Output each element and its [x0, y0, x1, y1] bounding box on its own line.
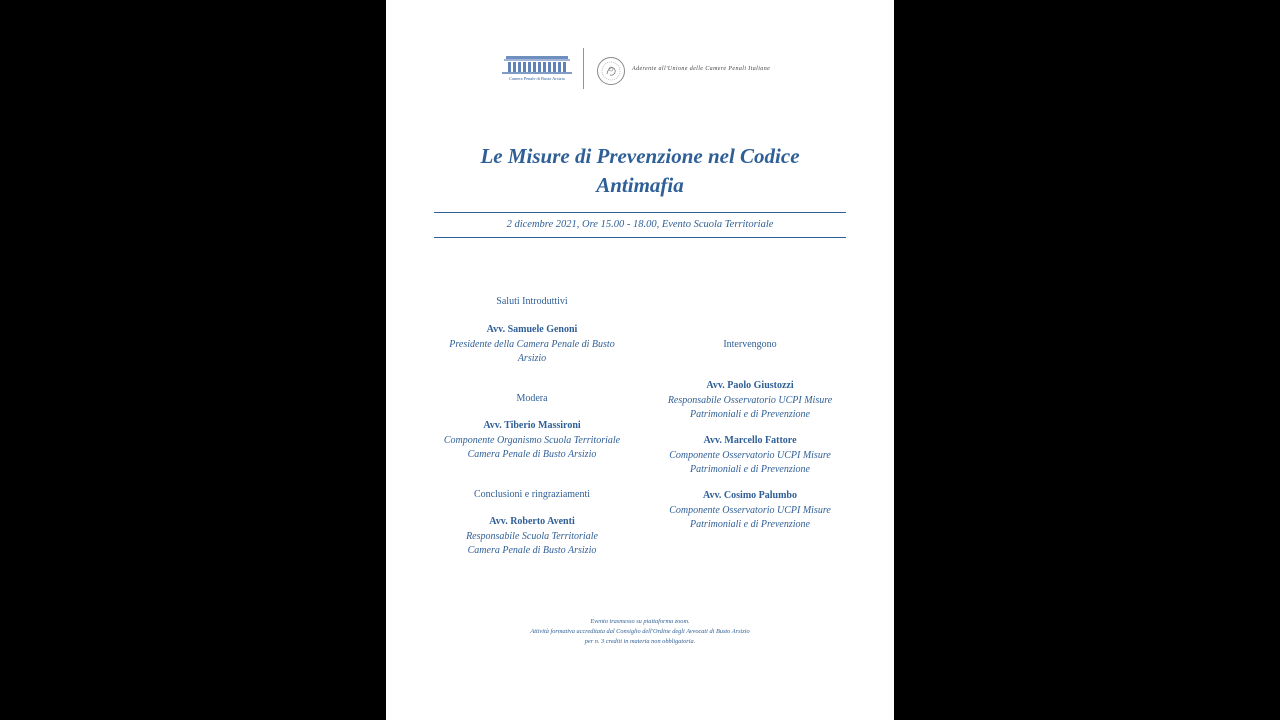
modera-role-line-2: Camera Penale di Busto Arsizio	[467, 449, 597, 460]
speaker-3-role-line-2: Patrimoniali e di Prevenzione	[690, 519, 810, 530]
footer-line-3: per n. 3 crediti in materia non obbligatoria.	[584, 638, 696, 645]
speaker-3-role	[650, 504, 850, 532]
saluti-role-line-1: Presidente della Camera Penale di Busto	[449, 339, 615, 350]
saluti-speaker-role	[432, 338, 632, 366]
speaker-2-role-line-1: Componente Osservatorio UCPI Misure	[669, 450, 831, 461]
title-line-2: Antimafia	[596, 173, 684, 197]
intervengono-heading: Intervengono	[723, 339, 777, 350]
ucpi-membership-text: Aderente all'Unione delle Camere Penali Italiane	[632, 66, 771, 72]
conclusioni-speaker-name: Avv. Roberto Aventi	[489, 516, 575, 527]
event-title	[434, 142, 846, 200]
footer-line-2: Attività formativa accreditata dal Consiglio dell'Ordine degli Avvocati di Busto Arsizio	[530, 628, 750, 635]
modera-role-line-1: Componente Organismo Scuola Territoriale	[443, 435, 621, 446]
logo-divider	[583, 48, 584, 89]
conclusioni-speaker-role	[432, 530, 632, 558]
saluti-heading: Saluti Introduttivi	[496, 296, 568, 307]
speaker-1-role-line-2: Patrimoniali e di Prevenzione	[690, 409, 810, 420]
footer-note	[434, 617, 846, 647]
conclusioni-role-line-2: Camera Penale di Busto Arsizio	[467, 545, 597, 556]
speaker-2-role-line-2: Patrimoniali e di Prevenzione	[690, 464, 810, 475]
conclusioni-role-line-1: Responsabile Scuola Territoriale	[466, 531, 598, 542]
speaker-1-role-line-1: Responsabile Osservatorio UCPI Misure	[667, 395, 833, 406]
event-dateline: 2 dicembre 2021, Ore 15.00 - 18.00, Evento Scuola Territoriale	[506, 219, 774, 230]
modera-speaker-role	[432, 434, 632, 462]
title-line-1: Le Misure di Prevenzione nel Codice	[480, 144, 800, 168]
modera-heading: Modera	[516, 393, 548, 404]
speaker-3-name: Avv. Cosimo Palumbo	[703, 490, 797, 501]
saluti-speaker-name: Avv. Samuele Genoni	[486, 324, 578, 335]
speaker-3-role-line-1: Componente Osservatorio UCPI Misure	[669, 505, 831, 516]
flyer-page	[386, 0, 894, 720]
speaker-2-name: Avv. Marcello Fattore	[703, 435, 797, 446]
saluti-role-line-2: Arsizio	[517, 353, 547, 364]
ucpi-seal-icon	[597, 57, 625, 85]
camera-penale-logo	[500, 54, 574, 86]
modera-speaker-name: Avv. Tiberio Massironi	[483, 420, 581, 431]
speaker-2-role	[650, 449, 850, 477]
title-rule-top	[434, 212, 846, 213]
building-icon	[500, 54, 574, 76]
title-rule-bottom	[434, 237, 846, 238]
footer-line-1: Evento trasmesso su piattaforma zoom.	[590, 618, 690, 625]
speaker-1-role	[650, 394, 850, 422]
conclusioni-heading: Conclusioni e ringraziamenti	[473, 489, 591, 500]
left-logo-caption: Camera Penale di Busto Arsizio	[508, 76, 566, 81]
speaker-1-name: Avv. Paolo Giustozzi	[706, 380, 794, 391]
